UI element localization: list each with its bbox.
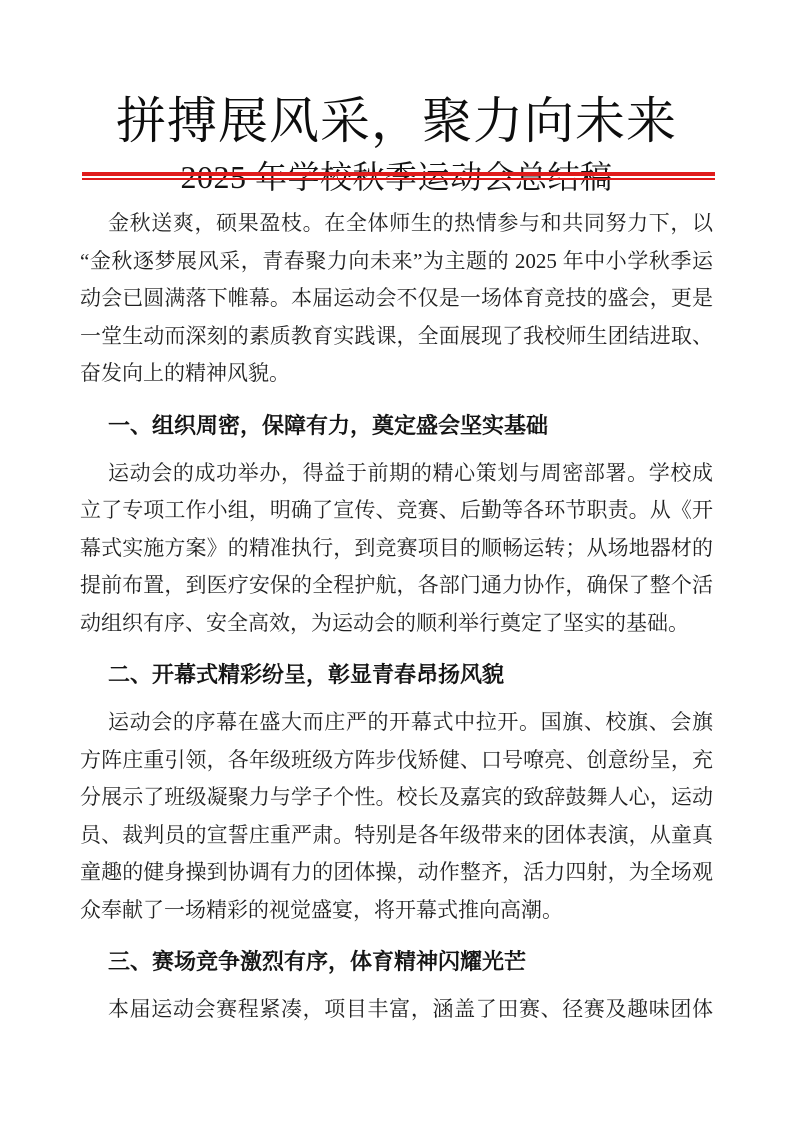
heading-section-3: 三、赛场竞争激烈有序，体育精神闪耀光芒 xyxy=(108,949,527,974)
page-title: 拼搏展风采，聚力向未来 xyxy=(116,93,677,149)
red-double-strike-line xyxy=(82,172,715,180)
paragraph-intro: 金秋送爽，硕果盈枝。在全体师生的热情参与和共同努力下，以“金秋逐梦展风采，青春聚力向未来”为主题的 2025 年中小学秋季运动会已圆满落下帷幕。本届运动会不仅是一场体育竞技的盛会，更是一堂生动而深刻的素质教育实践课，全面展现了我校师生团结进取、奋发向上的精神风貌。 xyxy=(80,211,713,385)
paragraph-organization: 运动会的成功举办，得益于前期的精心策划与周密部署。学校成立了专项工作小组，明确了宣传、竞赛、后勤等各环节职责。从《开幕式实施方案》的精准执行，到竞赛项目的顺畅运转；从场地器材的提前布置，到医疗安保的全程护航，各部门通力协作，确保了整个活动组织有序、安全高效，为运动会的顺利举行奠定了坚实的基础。 xyxy=(80,460,713,635)
paragraph-competition: 本届运动会赛程紧凑，项目丰富，涵盖了田赛、径赛及趣味团体 xyxy=(108,997,713,1021)
paragraph-opening-ceremony: 运动会的序幕在盛大而庄严的开幕式中拉开。国旗、校旗、会旗方阵庄重引领，各年级班级方阵步伐矫健、口号嘹亮、创意纷呈，充分展示了班级凝聚力与学子个性。校长及嘉宾的致辞鼓舞人心，运动员、裁判员的宣誓庄重严肃。特别是各年级带来的团体表演，从童真童趣的健身操到协调有力的团体操，动作整齐，活力四射，为全场观众奉献了一场精彩的视觉盛宴，将开幕式推向高潮。 xyxy=(80,710,713,922)
page-subtitle: 2025 年学校秋季运动会总结稿 xyxy=(180,159,613,195)
subtitle-row xyxy=(80,154,713,200)
document-body xyxy=(80,205,713,1029)
heading-section-2: 二、开幕式精彩纷呈，彰显青春昂扬风貌 xyxy=(108,662,505,687)
heading-section-1: 一、组织周密，保障有力，奠定盛会坚实基础 xyxy=(108,412,549,438)
